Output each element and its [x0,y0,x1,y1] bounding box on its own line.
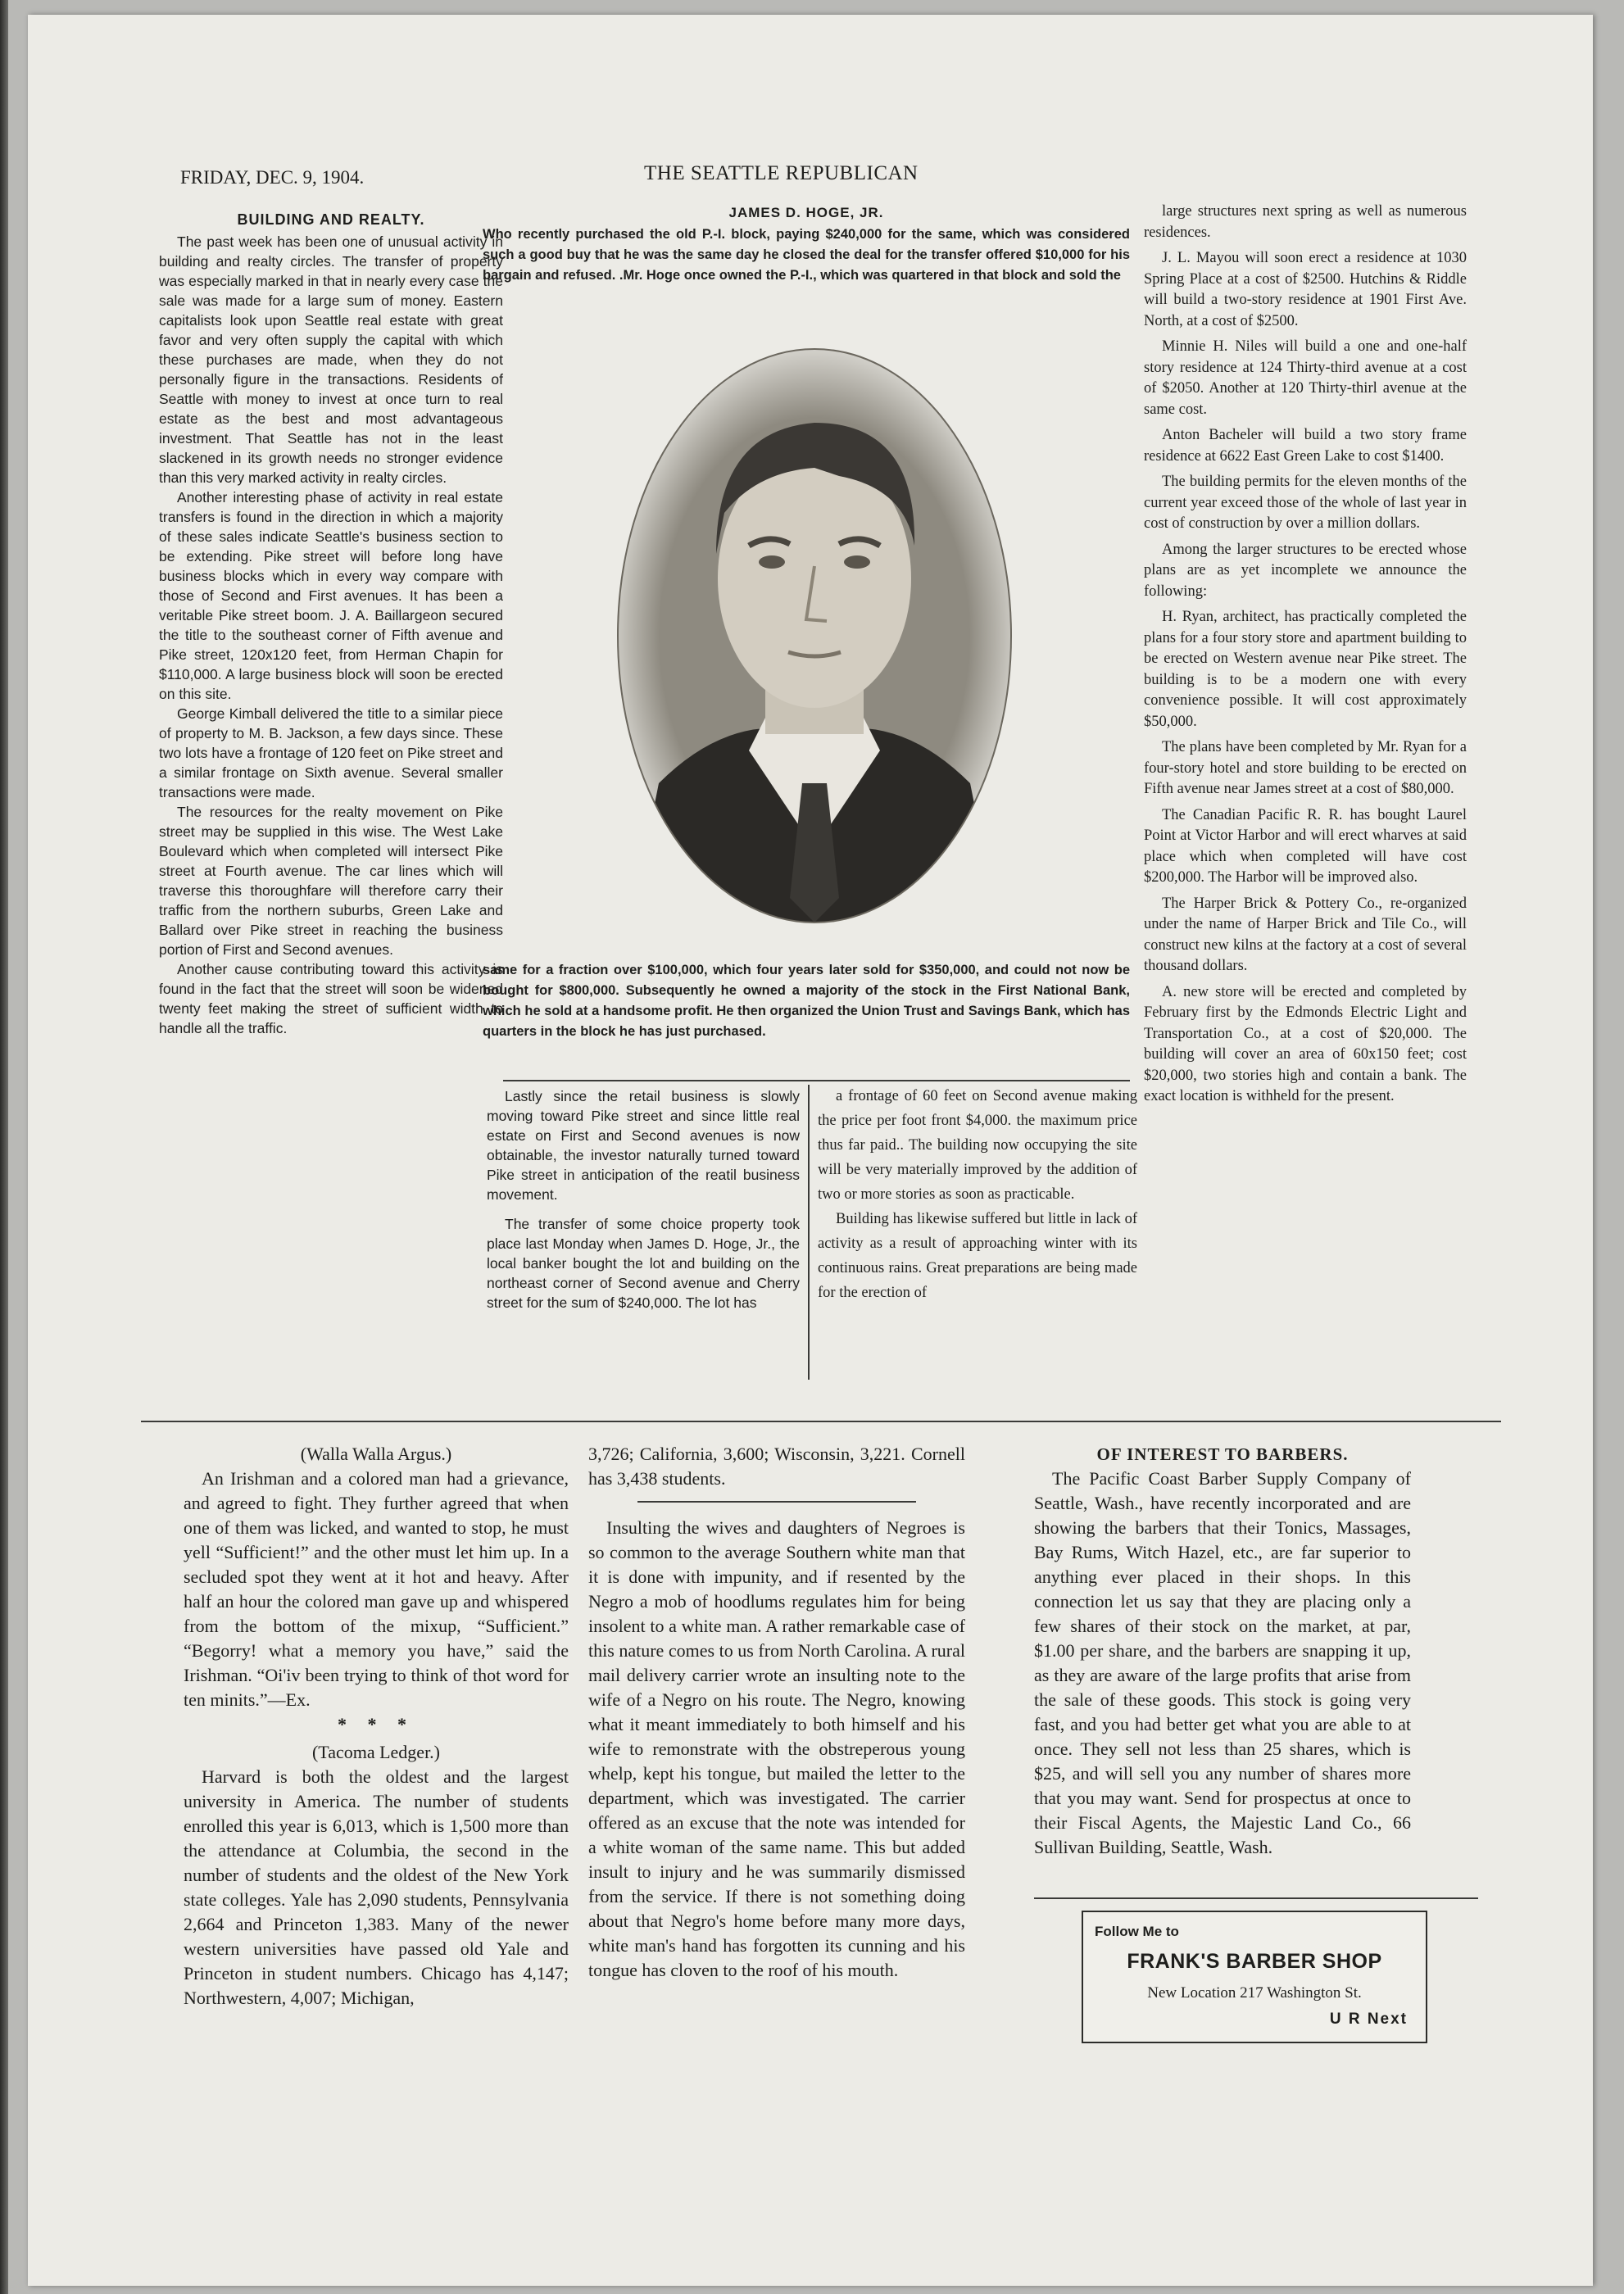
divider [808,1085,810,1380]
article-paragraph: A. new store will be erected and completed by February first by the Edmonds Electric Light and Transportation Co., at a cost of $20,000. The building will cover an area of 60x150 feet; cost $20,000, two stories high and contain a bank. The exact location is withheld for the present. [1144,983,1467,1104]
middle-column [588,1442,965,1983]
article-paragraph: The plans have been completed by Mr. Ryan for a four-story hotel and store building to be erected on Fifth avenue near James street at a cost of $80,000. [1144,739,1467,797]
article-paragraph: George Kimball delivered the title to a similar piece of property to M. B. Jackson, a few days since. These two lots have a frontage of 120 feet on Pike street and a similar frontage on Sixth avenue. Several smaller transactions were made. [159,705,503,800]
divider [637,1501,916,1503]
article-paragraph: Among the larger structures to be erected whose plans are as yet incomplete we announce the following: [1144,541,1467,600]
article-paragraph: The Canadian Pacific R. R. has bought Laurel Point at Victor Harbor and will erect wharves at said place which when completed will have cost $200,000. The Harbor will be improved also. [1144,806,1467,886]
divider [503,1080,1130,1081]
page-spine [0,0,8,2294]
ad-location: New Location 217 Washington St. [1147,1984,1362,2002]
franks-barber-shop-ad [1082,1911,1427,2043]
paper-title: THE SEATTLE REPUBLICAN [644,162,919,184]
article-paragraph: The resources for the realty movement on Pike street may be supplied in this wise. The West Lake Boulevard which when completed will intersect Pike street at Fourth avenue. The car lines which will traverse this thoroughfare will therefore carry their traffic from the northern suburbs, Green Lake and Ballard over Pike street in reaching the business portion of First and Second avenues. [159,804,503,958]
ad-shop-name: FRANK'S BARBER SHOP [1127,1950,1382,1973]
building-realty-heading: BUILDING AND REALTY. [237,211,425,228]
realty-continued-a [487,1086,800,1312]
newspaper-page [28,15,1593,2286]
article-paragraph: J. L. Mayou will soon erect a residence at 1030 Spring Place at a cost of $2500. Hutchins & Riddle will build a two-story residence at 1901 First Ave. North, at a cost of $2500. [1144,250,1467,329]
article-paragraph: Another cause contributing toward this activity is found in the fact that the street will soon be widened twenty feet making the street of sufficient width to handle all the traffic. [159,961,503,1036]
article-paragraph: Anton Bacheler will build a two story frame residence at 6622 East Green Lake to cost $1400. [1144,427,1467,465]
article-paragraph: Minnie H. Niles will build a one and one-half story residence at 124 Thirty-third avenue at a cost of $2050. Another at 120 Thirty-thirl avenue at the same cost. [1144,338,1467,418]
article-paragraph: a frontage of 60 feet on Second avenue making the price per foot front $4,000. the maximum price thus far paid.. The building now occupying the site will be very materially improved by the addition of two or more stories as soon as practicable. [818,1088,1137,1203]
hoge-name: JAMES D. HOGE, JR. [728,205,884,220]
realty-continued-b [818,1084,1137,1305]
separator-stars: * * * [338,1714,415,1734]
realty-column-three [1144,202,1467,1108]
article-paragraph: large structures next spring as well as numerous residences. [1144,203,1467,241]
tacoma-source: (Tacoma Ledger.) [311,1742,441,1762]
ad-follow: Follow Me to [1095,1924,1179,1939]
article-paragraph: Another interesting phase of activity in real estate transfers is found in the direction in which a majority of these sales indicate Seattle's business section to be extending. Pike street will before long have business blocks which in every way compare with those of Second and First avenues. It has been a veritable Pike street boom. J. A. Baillargeon secured the title to the southeast corner of Fifth avenue and Pike street, 120x120 feet, from Herman Chapin for $110,000. A large business block will soon be erected on this site. [159,489,503,702]
walla-source: (Walla Walla Argus.) [300,1444,452,1464]
building-realty-article [159,211,503,1038]
tacoma-text: Harvard is both the oldest and the largest university in America. The number of students enrolled this year is 6,013, which is 1,500 more than the attendance at Columbia, the second in the number of students and the oldest of the New York state colleges. Yale has 2,090 students, Pennsylvania 2,664 and Princeton 1,383. Many of the newer western universities have passed old Yale and Princeton in student numbers. Chicago has 4,147; Northwestern, 4,007; Michigan, [184,1766,569,2008]
insult-text: Insulting the wives and daughters of Negroes is so common to the average Southern white man that it is done with impunity, and if resented by the Negro a mob of hoodlums regulates him for being insolent to a white man. A rather remarkable case of this nature comes to us from North Carolina. A rural mail delivery carrier wrote an insulting note to the wife of a Negro on his route. The Negro, knowing what it meant immediately to both himself and his wife to remonstrate with the obstreperous young whelp, kept his tongue, but mailed the letter to the department, which was investigated. The carrier offered as an excuse that the note was intended for a white woman of the same name. This but added insult to injury and he was summarily dismissed from the service. If there is not something doing about that Negro's home before many more days, white man's hand has forgotten its cunning and his tongue has cloven to the roof of his mouth. [588,1517,965,1980]
barbers-text: The Pacific Coast Barber Supply Company of Seattle, Wash., have recently incorporated and are showing the barbers that their Tonics, Massages, Bay Rums, Witch Hazel, etc., are far superior to anything ever placed in their shops. In this connection let us say that they are placing only a few shares of their stock on the market, at par, $1.00 per share, and the barbers are snapping it up, as they are aware of the large profits that arise from the sale of these goods. This stock is going very fast, and you had better get what you are able to at once. They sell not less than 25 shares, which is $25, and will sell you any number of shares more that you may want. Send for prospectus at once to their Fiscal Agents, the Majestic Land Co., 66 Sullivan Building, Seattle, Wash. [1034,1468,1411,1857]
article-paragraph: H. Ryan, architect, has practically completed the plans for a four story store and apartment building to be erected on Western avenue near Pike street. The building is to be a modern one with every convenience possible. It will cost approximately $50,000. [1144,609,1467,730]
hoge-caption-top: Who recently purchased the old P.-I. block, paying $240,000 for the same, which was considered such a good buy that he was the same day he closed the deal for the transfer offered $10,000 for his bargain and refused. .Mr. Hoge once owned the P.-I., which was quartered in that block and sold the [483,227,1130,283]
article-paragraph: The past week has been one of unusual activity in building and realty circles. The transfer of property was especially marked in that in nearly every case the sale was made for a large sum of money. Eastern capitalists look upon Seattle real estate with great favor and very often supply the capital with which these purchases are made, when they do not personally figure in the transactions. Residents of Seattle with money to invest at once turn to real estate as the best and most advantageous investment. That Seattle has not in the least slackened in its growth needs no stronger evidence than this very marked activity in realty circles. [159,233,503,486]
barbers-item [1034,1442,1411,1860]
tacoma-continued: 3,726; California, 3,600; Wisconsin, 3,221. Cornell has 3,438 students. [588,1444,965,1489]
ad-next: U R Next [1329,2011,1408,2028]
walla-walla-item [184,1442,569,2011]
section-divider [141,1421,1501,1422]
hoge-caption-bottom: same for a fraction over $100,000, which four years later sold for $350,000, and could not now be bought for $800,000. Subsequently he owned a majority of the stock in the First National Bank, which he sold at a handsome profit. He then organized the Union Trust and Savings Bank, which has quarters in the block he has just purchased. [483,963,1130,1039]
article-paragraph: Building has likewise suffered but little in lack of activity as a result of approaching winter with its continuous rains. Great preparations are being made for the erection of [818,1211,1137,1301]
hoge-portrait [593,324,1036,947]
divider [1034,1897,1478,1899]
barbers-heading: OF INTEREST TO BARBERS. [1096,1444,1349,1464]
article-paragraph: The Harper Brick & Pottery Co., re-organized under the name of Harper Brick and Tile Co., will construct new kilns at the factory at a cost of several thousand dollars. [1144,895,1467,974]
walla-text: An Irishman and a colored man had a grievance, and agreed to fight. They further agreed that when one of them was licked, and wanted to stop, he must yell “Sufficient!” and the other must let him up. In a secluded spot they went at it hot and heavy. After half an hour the colored man gave up and whispered from the bottom of the mixup, “Sufficient.” “Begorry! what a memory you have,” said the Irishman. “Oi'iv been trying to think of thot word for ten minits.”—Ex. [184,1468,569,1710]
article-paragraph: The transfer of some choice property took place last Monday when James D. Hoge, Jr., the local banker bought the lot and building on the northeast corner of Second avenue and Cherry street for the sum of $240,000. The lot has [487,1216,800,1311]
article-paragraph: Lastly since the retail business is slowly moving toward Pike street and since little real estate on First and Second avenues is now obtainable, the investor naturally turned toward Pike street in anticipation of the reatil business movement. [487,1088,800,1203]
issue-date: FRIDAY, DEC. 9, 1904. [180,167,365,188]
article-paragraph: The building permits for the eleven months of the current year exceed those of the whole of last year in cost of construction by over a million dollars. [1144,474,1467,532]
